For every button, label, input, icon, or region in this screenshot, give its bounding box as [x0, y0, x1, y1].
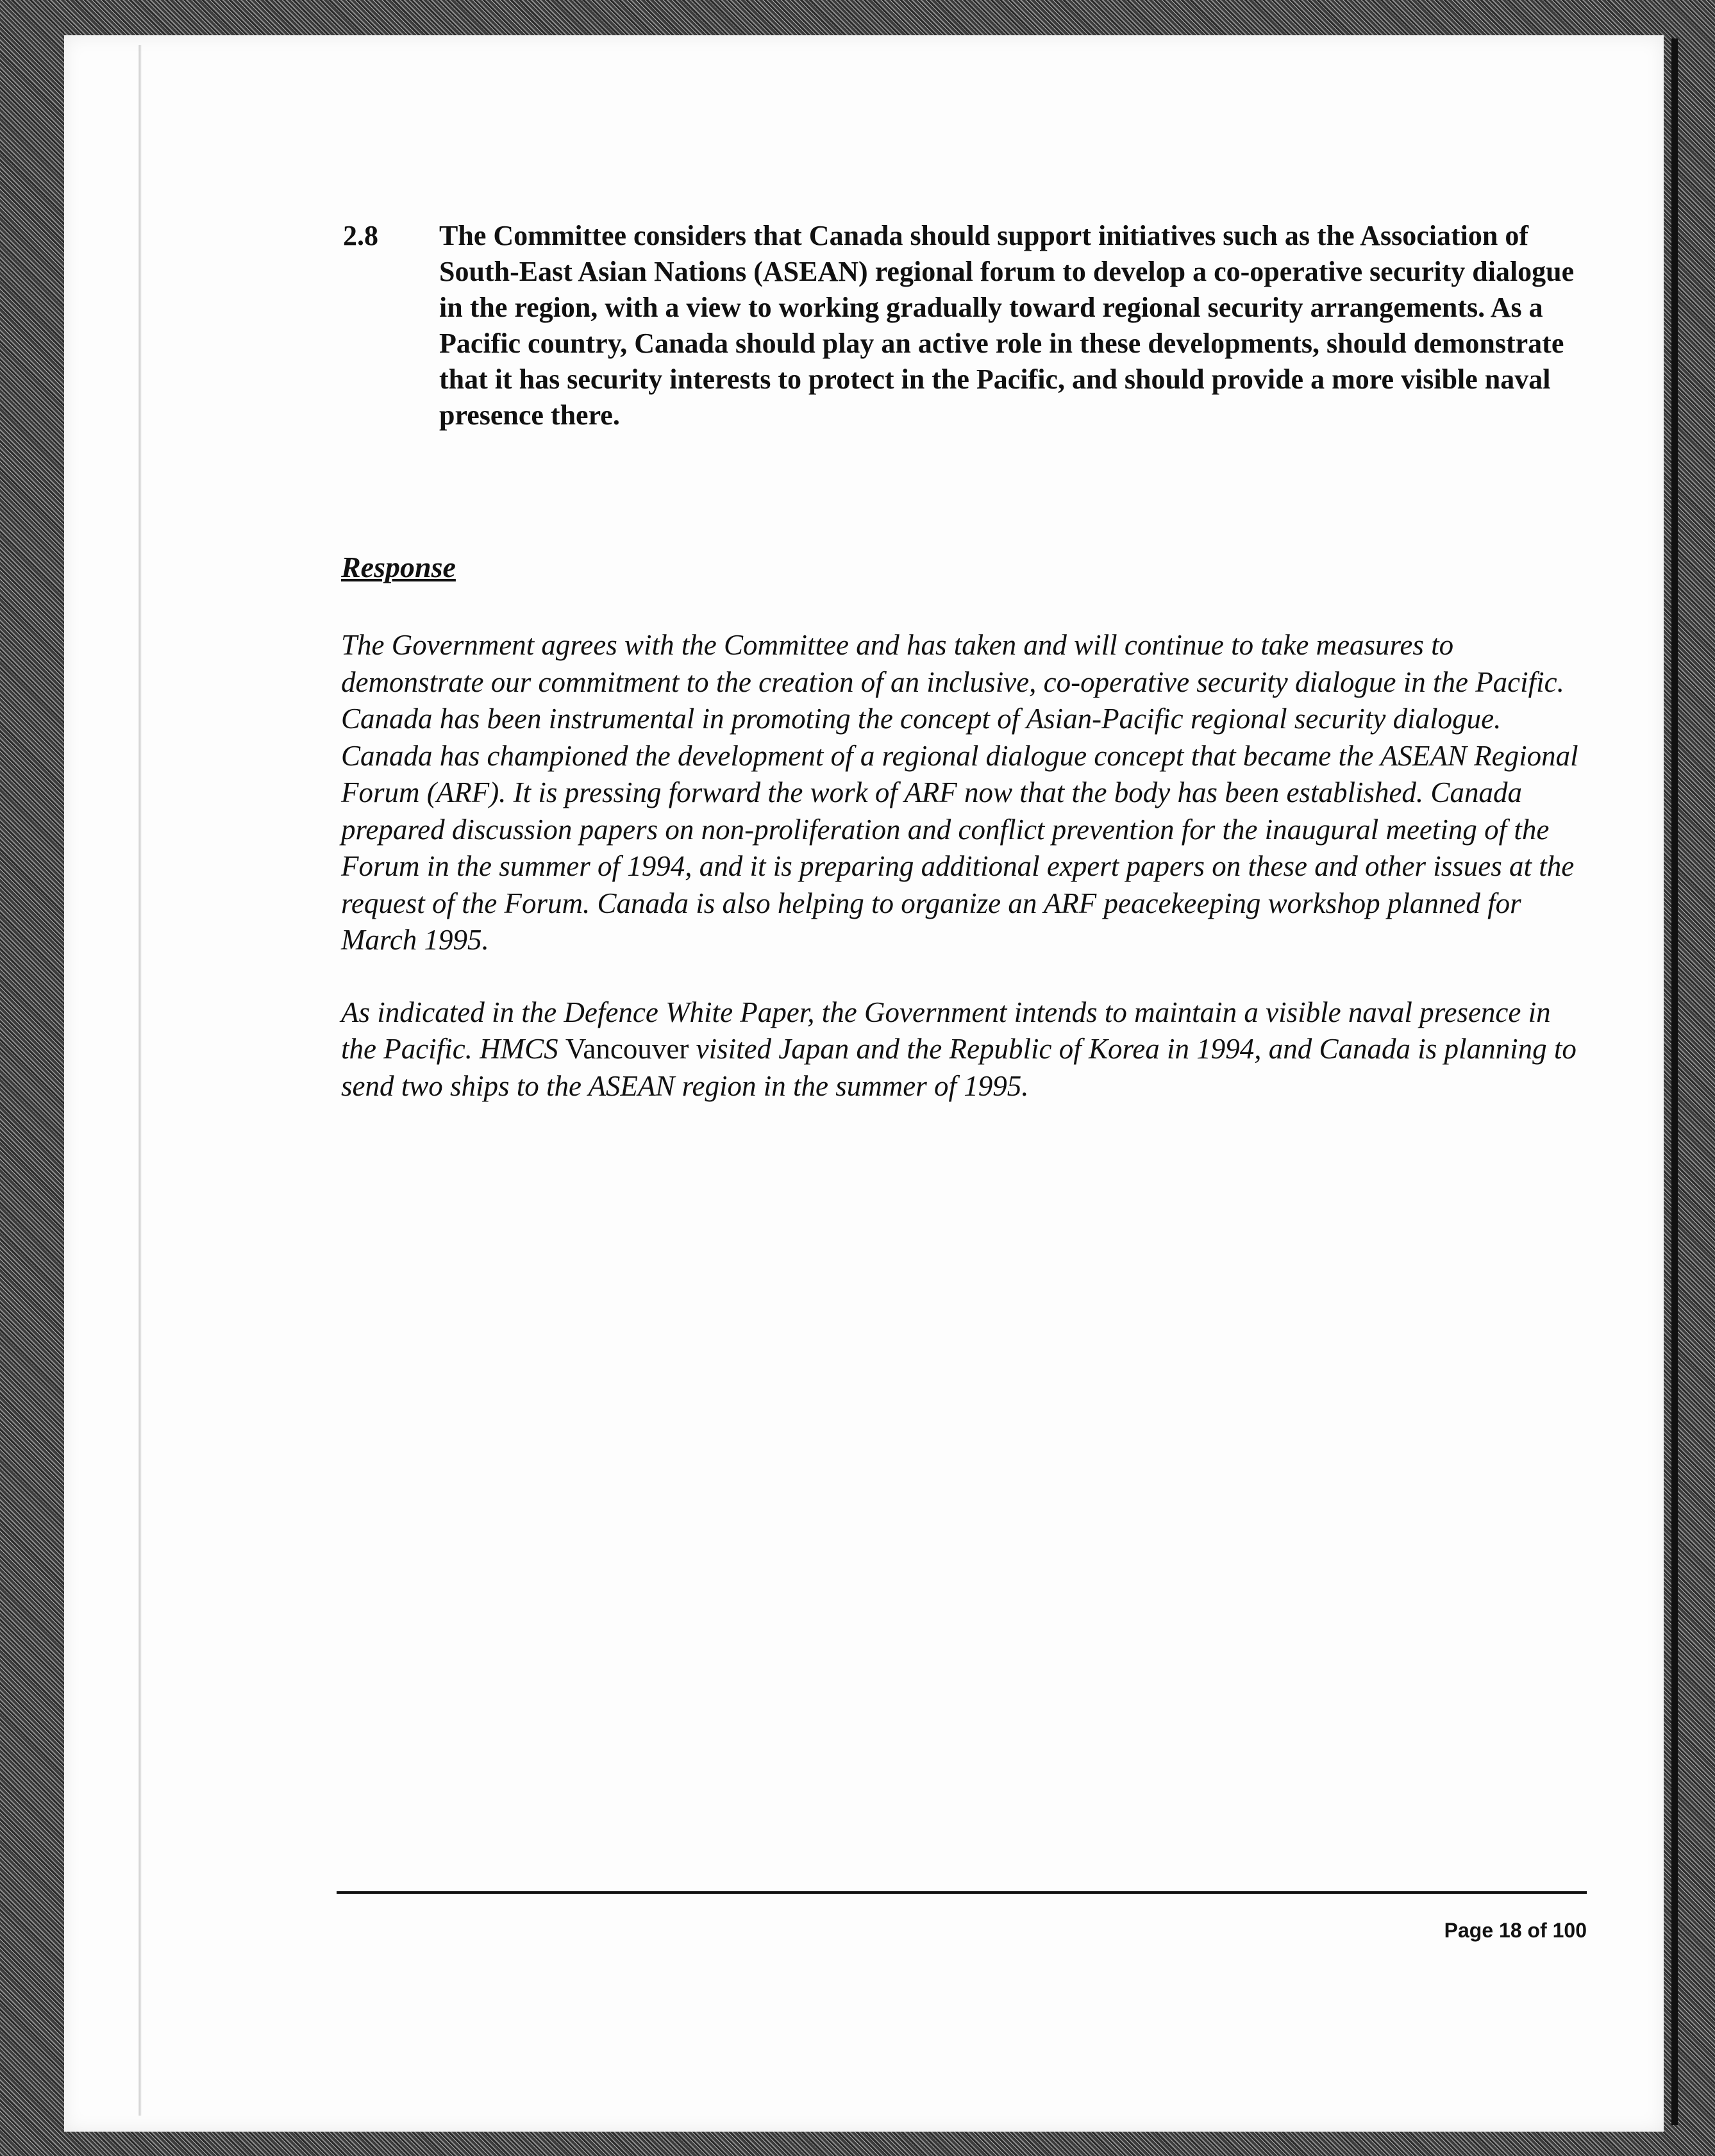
recommendation-block [343, 218, 1632, 433]
binding-fold-shadow [138, 45, 142, 2116]
ship-name: Vancouver [565, 1033, 689, 1065]
recommendation-text: The Committee considers that Canada should support initiatives such as the Association of South-East Asian Nations (ASEAN) regional forum to develop a co-operative security dialogue in the region, with a view to working gradually toward regional security arrangements. As a Pacific country, Canada should play an active role in these developments, should demonstrate that it has security interests to protect in the Pacific, and should provide a more visible naval presence there. [439, 220, 1575, 431]
response-heading: Response [341, 551, 456, 583]
footer-rule [337, 1891, 1587, 1894]
response-paragraph-2 [341, 994, 1591, 1105]
response-body [341, 627, 1591, 1140]
page-edge-rule [1671, 38, 1678, 2125]
response-paragraph-2-part-2: visited Japan and the Republic of Korea in 1994, and Canada is planning to send two ships to the ASEAN region in the summer of 1995. [341, 1033, 1577, 1102]
response-paragraph-1: The Government agrees with the Committee and has taken and will continue to take measures to demonstrate our commitment to the creation of an inclusive, co-operative security dialogue in the Pacific. Canada has been instrumental in promoting the concept of Asian-Pacific regional security dialogue. Canada has championed the development of a regional dialogue concept that became the ASEAN Regional Forum (ARF). It is pressing forward the work of ARF now that the body has been established. Canada prepared discussion papers on non-proliferation and conflict prevention for the inaugural meeting of the Forum in the summer of 1994, and it is preparing additional expert papers on these and other issues at the request of the Forum. Canada is also helping to organize an ARF peacekeeping workshop planned for March 1995. [341, 629, 1578, 956]
recommendation-number: 2.8 [343, 220, 378, 251]
page-number: Page 18 of 100 [1444, 1919, 1587, 1942]
response-paragraph-2-part-1: As indicated in the Defence White Paper, the Government intends to maintain a visible naval presence in the Pacific. HMCS [341, 996, 1551, 1065]
